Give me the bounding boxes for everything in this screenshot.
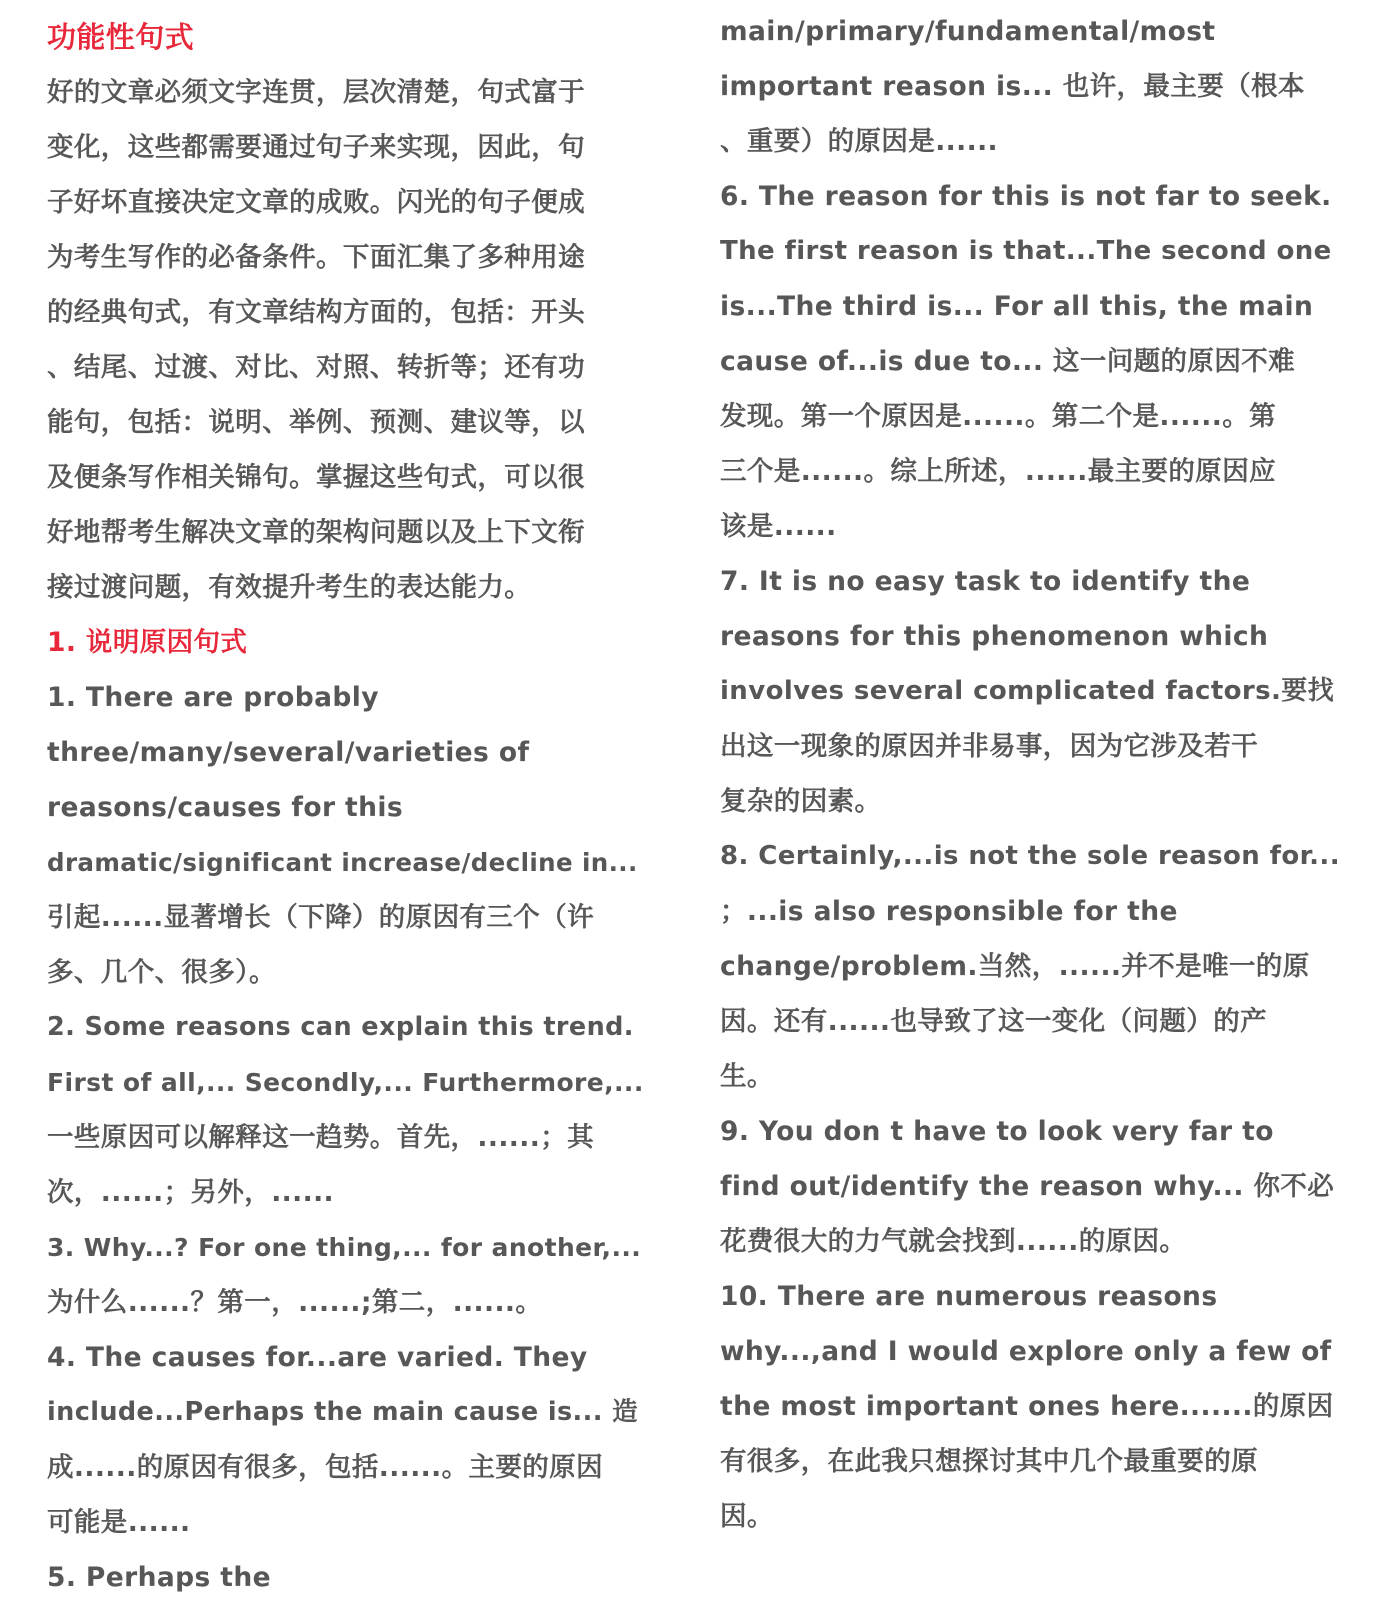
sentence-list	[47, 670, 644, 1605]
text-line: reasons for this phenomenon which	[720, 621, 1269, 652]
text-line: dramatic/significant increase/decline in...	[47, 848, 638, 877]
text-line: 、结尾、过渡、对比、对照、转折等；还有功	[47, 352, 585, 383]
text-line: The first reason is that...The second one	[720, 236, 1332, 266]
text-line: 6. The reason for this is not far to seek.	[720, 181, 1332, 212]
text-line: 接过渡问题，有效提升考生的表达能力。	[47, 572, 532, 603]
text-line: 因。还有......也导致了这一变化（问题）的产	[720, 1006, 1268, 1037]
text-line: 复杂的因素。	[720, 786, 882, 817]
left-column	[0, 0, 674, 1607]
text-line: 及便条写作相关锦句。掌握这些句式，可以很	[47, 462, 585, 493]
text-line: 3. Why...? For one thing,... for another,...	[47, 1233, 642, 1262]
text-line: 该是......	[720, 511, 837, 542]
text-line: is...The third is... For all this, the main	[720, 291, 1314, 322]
text-line: main/primary/fundamental/most	[720, 16, 1216, 47]
text-line: important reason is... 也许，最主要（根本	[720, 71, 1305, 102]
text-line: 为什么......？第一，......;第二，......。	[47, 1287, 543, 1318]
text-line: First of all,... Secondly,... Furthermore,...	[47, 1068, 644, 1097]
right-column	[674, 0, 1374, 1607]
section-title: 1. 说明原因句式	[47, 627, 248, 658]
text-line: 2. Some reasons can explain this trend.	[47, 1012, 634, 1042]
text-line: three/many/several/varieties of	[47, 737, 530, 768]
sentence-list-continued	[720, 4, 1340, 1544]
text-line: 为考生写作的必备条件。下面汇集了多种用途	[47, 242, 585, 273]
text-line: 5. Perhaps the	[47, 1562, 272, 1593]
text-line: 多、几个、很多）。	[47, 957, 276, 988]
text-line: 好的文章必须文字连贯，层次清楚，句式富于	[47, 77, 585, 108]
text-line: why...,and I would explore only a few of	[720, 1336, 1332, 1367]
text-line: 引起......显著增长（下降）的原因有三个（许	[47, 902, 595, 933]
text-line: 9. You don t have to look very far to	[720, 1116, 1274, 1147]
text-line: 花费很大的力气就会找到......的原因。	[720, 1226, 1187, 1257]
text-line: include...Perhaps the main cause is... 造	[47, 1397, 638, 1427]
text-line: 1. There are probably	[47, 682, 379, 713]
text-line: the most important ones here.......的原因	[720, 1391, 1334, 1422]
text-line: 、重要）的原因是......	[720, 126, 999, 157]
text-line: 次，......；另外，......	[47, 1177, 335, 1208]
text-line: involves several complicated factors.要找	[720, 676, 1335, 706]
text-line: 有很多，在此我只想探讨其中几个最重要的原	[720, 1446, 1258, 1477]
text-line: cause of...is due to... 这一问题的原因不难	[720, 346, 1296, 377]
text-line: ；...is also responsible for the	[720, 896, 1178, 927]
text-line: 10. There are numerous reasons	[720, 1281, 1218, 1312]
text-line: 的经典句式，有文章结构方面的，包括：开头	[47, 297, 585, 328]
text-line: find out/identify the reason why... 你不必	[720, 1171, 1335, 1202]
text-line: 子好坏直接决定文章的成败。闪光的句子便成	[47, 187, 585, 218]
text-line: 8. Certainly,...is not the sole reason for...	[720, 841, 1340, 871]
text-line: reasons/causes for this	[47, 792, 404, 823]
text-line: 能句，包括：说明、举例、预测、建议等，以	[47, 407, 585, 438]
text-line: 可能是......	[47, 1507, 191, 1538]
text-line: 发现。第一个原因是......。第二个是......。第	[720, 401, 1277, 432]
text-line: 出这一现象的原因并非易事，因为它涉及若干	[720, 731, 1258, 762]
text-line: 4. The causes for...are varied. They	[47, 1342, 588, 1373]
text-line: 好地帮考生解决文章的架构问题以及上下文衔	[47, 517, 585, 548]
text-line: 生。	[720, 1061, 774, 1092]
text-line: 三个是......。综上所述，......最主要的原因应	[720, 456, 1277, 487]
intro-paragraph	[47, 65, 644, 615]
text-line: 7. It is no easy task to identify the	[720, 566, 1251, 597]
heading: 功能性句式	[47, 20, 195, 54]
text-line: 变化，这些都需要通过句子来实现，因此，句	[47, 132, 585, 163]
text-line: change/problem.当然，......并不是唯一的原	[720, 951, 1310, 982]
text-line: 成......的原因有很多，包括......。主要的原因	[47, 1452, 604, 1483]
text-line: 一些原因可以解释这一趋势。首先，......；其	[47, 1122, 595, 1153]
text-line: 因。	[720, 1501, 774, 1532]
